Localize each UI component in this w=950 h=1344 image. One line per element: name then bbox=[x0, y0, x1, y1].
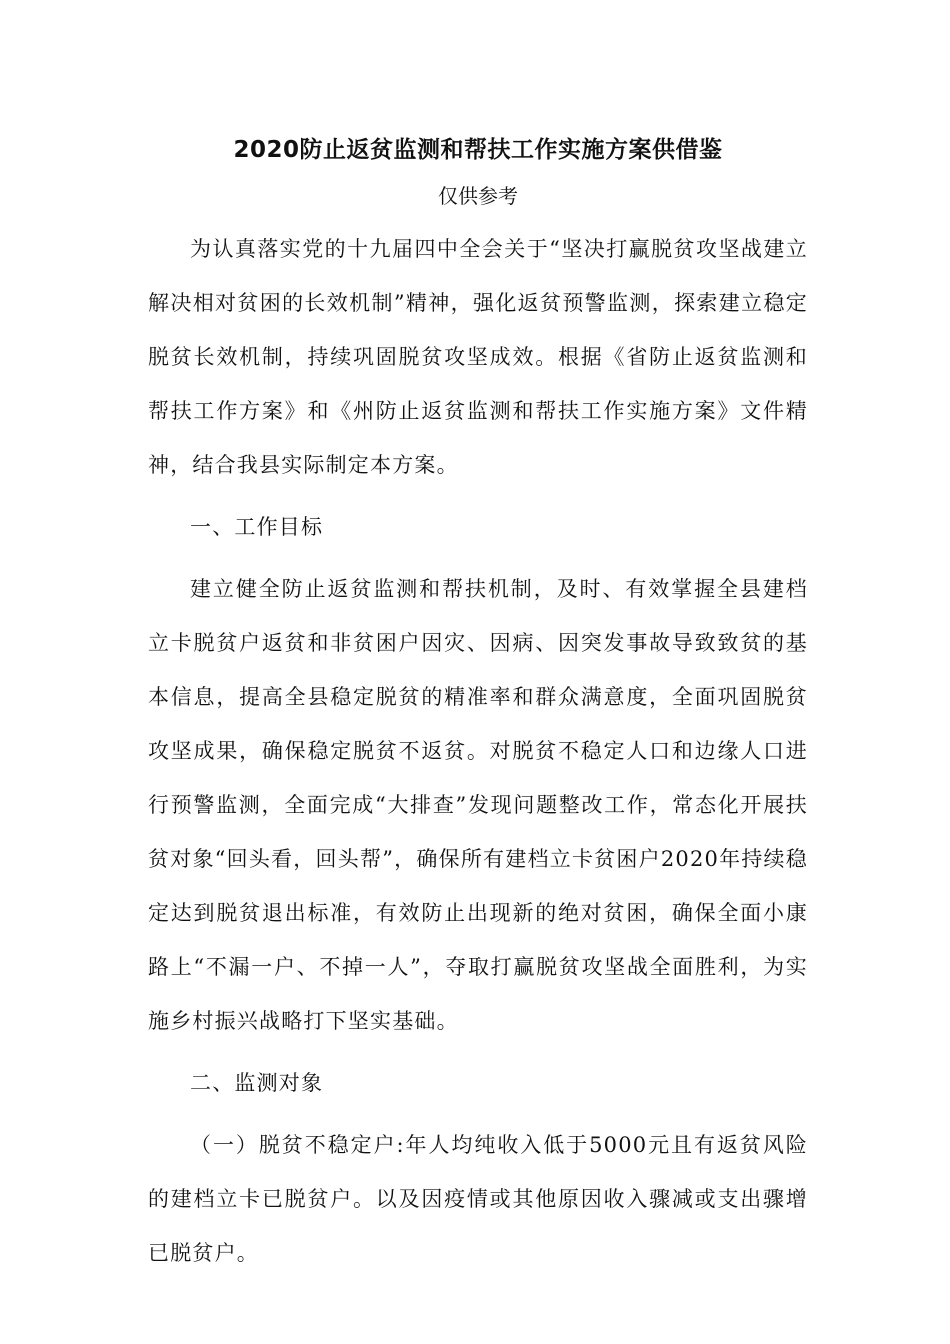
intro-paragraph: 为认真落实党的十九届四中全会关于“坚决打赢脱贫攻坚战建立解决相对贫困的长效机制”精神，强化返贫预警监测，探索建立稳定脱贫长效机制，持续巩固脱贫攻坚成效。根据《省防止返贫监测和帮扶工作方案》和《州防止返贫监测和帮扶工作实施方案》文件精神，结合我县实际制定本方案。 bbox=[148, 237, 808, 477]
section-heading-goals: 一、工作目标 bbox=[190, 515, 324, 539]
targets-item-1: （一）脱贫不稳定户:年人均纯收入低于5000元且有返贫风险的建档立卡已脱贫户。以及因疫情或其他原因收入骤减或支出骤增已脱贫户。 bbox=[148, 1133, 808, 1265]
document-title: 2020防止返贫监测和帮扶工作实施方案供借鉴 bbox=[233, 137, 723, 163]
goals-paragraph: 建立健全防止返贫监测和帮扶机制，及时、有效掌握全县建档立卡脱贫户返贫和非贫困户因灾、因病、因突发事故导致致贫的基本信息，提高全县稳定脱贫的精准率和群众满意度，全面巩固脱贫攻坚成果，确保稳定脱贫不返贫。对脱贫不稳定人口和边缘人口进行预警监测，全面完成“大排查”发现问题整改工作，常态化开展扶贫对象“回头看，回头帮”，确保所有建档立卡贫困户2020年持续稳定达到脱贫退出标准，有效防止出现新的绝对贫困，确保全面小康路上“不漏一户、不掉一人”，夺取打赢脱贫攻坚战全面胜利，为实施乡村振兴战略打下坚实基础。 bbox=[148, 577, 808, 1033]
section-heading-targets: 二、监测对象 bbox=[190, 1071, 324, 1095]
document-body bbox=[148, 128, 808, 1280]
document-subtitle: 仅供参考 bbox=[438, 184, 518, 208]
